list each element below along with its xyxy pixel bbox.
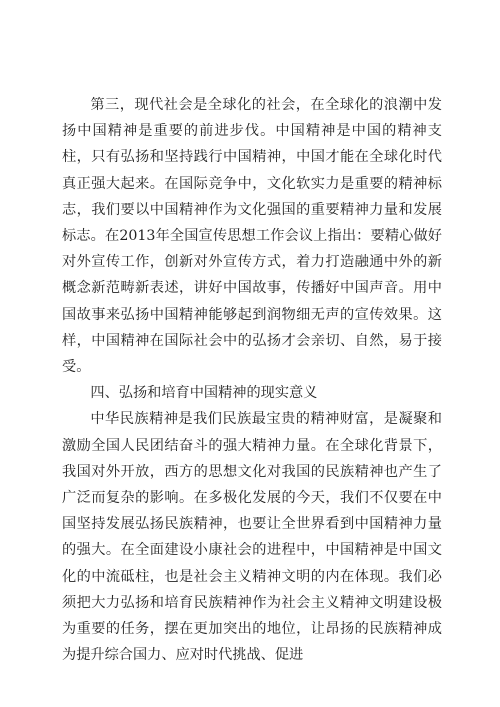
paragraph-national-spirit: 中华民族精神是我们民族最宝贵的精神财富，是凝聚和激励全国人民团结奋斗的强大精神力量。在全球化背景下，我国对外开放，西方的思想文化对我国的民族精神也产生了广泛而复杂的影响。在多极化发展的今天，我们不仅要在中国坚持发展弘扬民族精神，也要让全世界看到中国精神力量的强大。在全面建设小康社会的进程中，中国精神是中国文化的中流砥柱，也是社会主义精神文明的内在体现。我们必须把大力弘扬和培育民族精神作为社会主义精神文明建设极为重要的任务，摆在更加突出的地位，让昂扬的民族精神成为提升综合国力、应对时代挑战、促进: [62, 411, 442, 664]
document-body: [62, 92, 442, 668]
section-heading: 四、弘扬和培育中国精神的现实意义: [90, 385, 318, 402]
paragraph-globalization: 第三，现代社会是全球化的社会，在全球化的浪潮中发扬中国精神是重要的前进步伐。中国精神是中国的精神支柱，只有弘扬和坚持践行中国精神，中国才能在全球化时代真正强大起来。在国际竞争中，文化软实力是重要的精神标志，我们要以中国精神作为文化强国的重要精神力量和发展标志。在2013年全国宣传思想工作会议上指出：要精心做好对外宣传工作，创新对外宣传方式，着力打造融通中外的新概念新范畴新表述，讲好中国故事，传播好中国声音。用中国故事来弘扬中国精神能够起到润物细无声的宣传效果。这样，中国精神在国际社会中的弘扬才会亲切、自然，易于接受。: [62, 97, 442, 376]
